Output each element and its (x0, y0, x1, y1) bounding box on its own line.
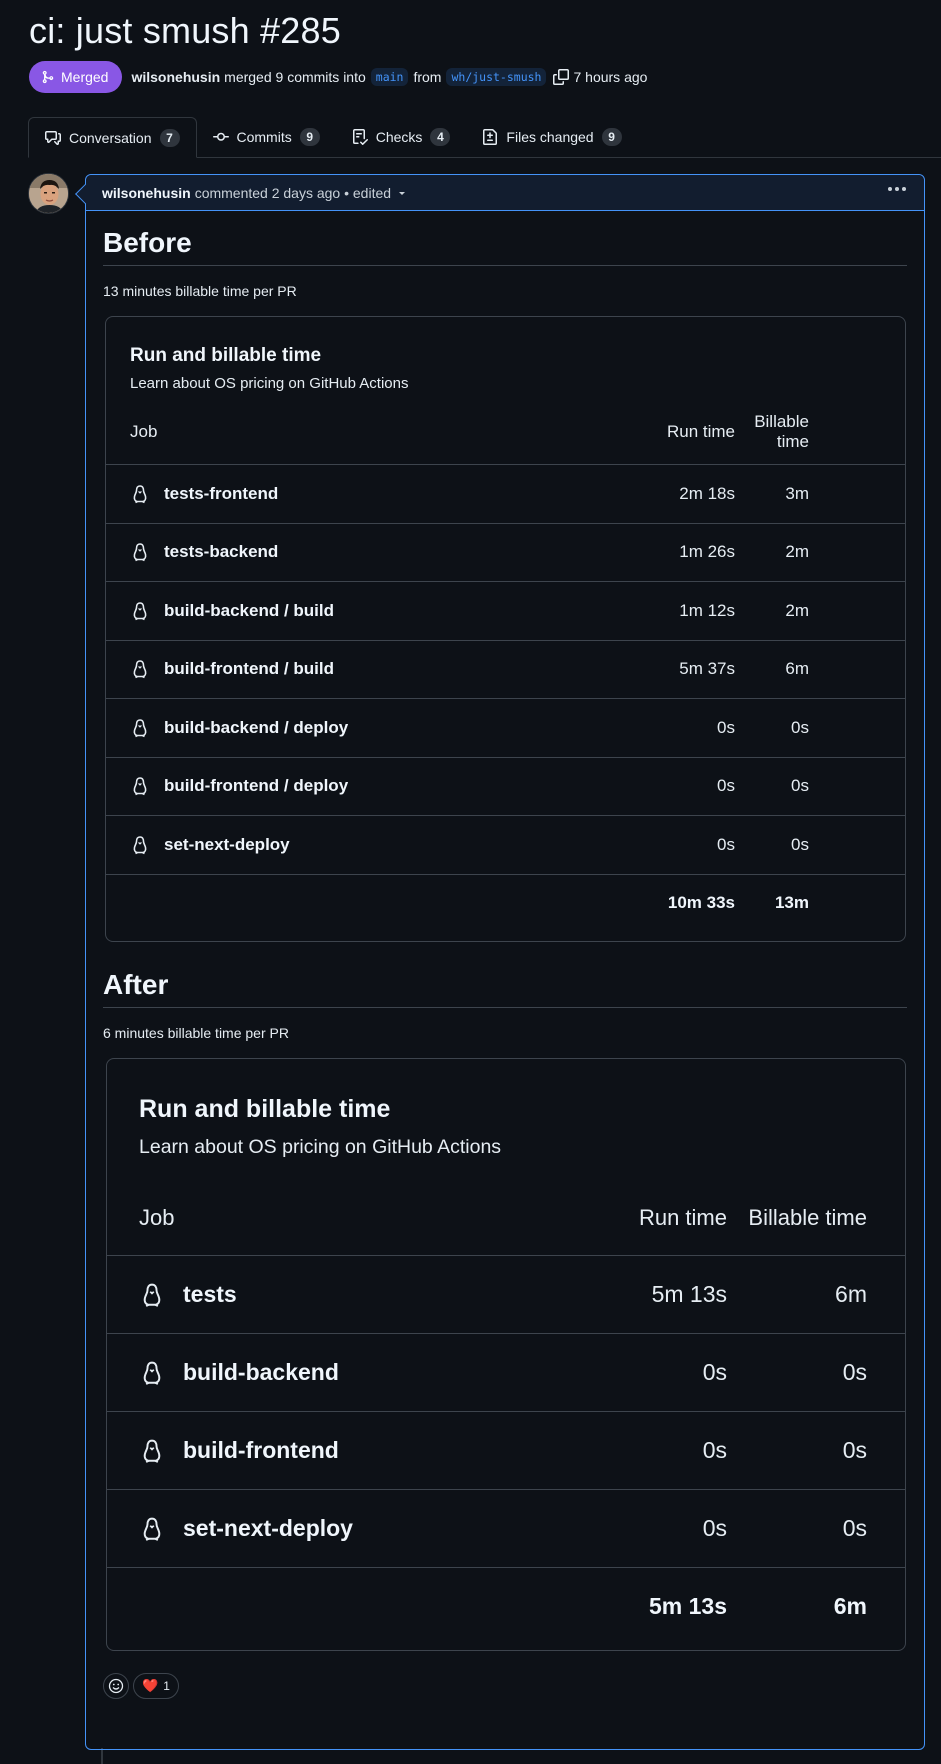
job-run-time: 1m 12s (679, 600, 735, 620)
after-description: 6 minutes billable time per PR (103, 1025, 289, 1041)
file-diff-icon (482, 129, 498, 145)
linux-penguin-icon (130, 718, 150, 738)
table-row (107, 1255, 905, 1333)
linux-penguin-icon (139, 1438, 165, 1464)
pr-tabs (28, 118, 941, 158)
tab-checks-count: 4 (430, 128, 450, 146)
merge-text: merged 9 commits into (224, 69, 366, 85)
copy-icon[interactable] (553, 69, 569, 85)
totals-row (106, 874, 905, 933)
before-heading: Before (103, 227, 907, 266)
totals-row (107, 1567, 905, 1645)
job-run-time: 5m 13s (651, 1281, 727, 1307)
merged-label: Merged (61, 69, 109, 85)
tab-commits-label: Commits (236, 129, 292, 145)
table-row (106, 523, 905, 582)
table-row (106, 464, 905, 523)
table-row (106, 581, 905, 640)
col-run-header: Run time (666, 422, 735, 441)
job-name: tests (183, 1281, 237, 1307)
job-billable-time: 0s (842, 1359, 867, 1385)
job-billable-time: 6m (835, 1281, 867, 1307)
table-row (106, 815, 905, 874)
tab-checks-label: Checks (375, 129, 423, 145)
total-billable-time: 6m (833, 1593, 867, 1619)
col-run-header: Run time (638, 1205, 727, 1230)
pr-title: ci: just smush #285 (29, 10, 341, 51)
smiley-icon (108, 1678, 124, 1694)
job-name: build-backend (183, 1359, 339, 1385)
job-run-time: 0s (702, 1515, 727, 1541)
job-name: set-next-deploy (164, 834, 290, 854)
linux-penguin-icon (130, 601, 150, 621)
total-billable-time: 13m (774, 893, 809, 913)
linux-penguin-icon (130, 484, 150, 504)
col-bill-header: Billable time (754, 412, 809, 451)
linux-penguin-icon (130, 659, 150, 679)
heart-reaction-button[interactable] (133, 1673, 179, 1699)
job-billable-time: 6m (785, 659, 809, 679)
after-card-subtitle: Learn about OS pricing on GitHub Actions (139, 1136, 502, 1158)
before-table-header (106, 413, 905, 451)
job-billable-time: 0s (842, 1515, 867, 1541)
from-text: from (413, 69, 442, 85)
heart-icon: ❤️ (142, 1678, 159, 1693)
comment-icon (45, 130, 61, 146)
before-card-title: Run and billable time (130, 345, 322, 366)
comment-author-link[interactable]: wilsonehusin (102, 184, 191, 201)
job-run-time: 0s (717, 717, 735, 737)
table-row (106, 757, 905, 816)
tab-files-changed[interactable] (466, 117, 637, 157)
before-card-subtitle: Learn about OS pricing on GitHub Actions (130, 375, 409, 392)
pr-description-comment (85, 174, 925, 1750)
after-rows (107, 1255, 905, 1645)
job-billable-time: 3m (785, 483, 809, 503)
before-rows (106, 464, 905, 932)
avatar[interactable] (28, 173, 69, 214)
linux-penguin-icon (130, 776, 150, 796)
kebab-menu-icon[interactable] (888, 187, 906, 191)
col-job-header: Job (130, 422, 158, 441)
job-name: tests-backend (164, 542, 279, 562)
linux-penguin-icon (139, 1516, 165, 1542)
comment-body (86, 227, 924, 1699)
reactions-bar (103, 1673, 907, 1699)
tab-commits-count: 9 (300, 128, 320, 146)
table-row (106, 640, 905, 699)
linux-penguin-icon (130, 835, 150, 855)
before-billing-table (105, 316, 906, 942)
job-name: build-frontend / build (164, 659, 334, 679)
merged-badge (29, 61, 122, 93)
linux-penguin-icon (139, 1282, 165, 1308)
add-reaction-button[interactable] (103, 1673, 129, 1699)
after-heading: After (103, 969, 907, 1008)
col-bill-header: Billable time (748, 1205, 867, 1230)
comment-header (86, 175, 924, 211)
job-name: build-frontend (183, 1437, 339, 1463)
tab-conversation-label: Conversation (69, 129, 152, 146)
commit-icon (213, 129, 229, 145)
job-run-time: 0s (717, 834, 735, 854)
table-row (107, 1333, 905, 1411)
job-billable-time: 0s (842, 1437, 867, 1463)
job-run-time: 0s (702, 1359, 727, 1385)
head-branch-link[interactable]: wh/just-smush (446, 68, 546, 86)
comment-meta[interactable]: commented 2 days ago • edited (194, 184, 392, 201)
job-run-time: 0s (717, 776, 735, 796)
merge-icon (41, 70, 55, 84)
after-billing-table (106, 1058, 906, 1651)
total-run-time: 10m 33s (667, 893, 735, 913)
table-row (107, 1411, 905, 1489)
checklist-icon (352, 129, 368, 145)
pr-author-link[interactable]: wilsonehusin (131, 69, 221, 85)
job-name: build-backend / build (164, 600, 334, 620)
before-description: 13 minutes billable time per PR (103, 283, 297, 299)
job-billable-time: 0s (791, 776, 809, 796)
base-branch-link[interactable]: main (371, 68, 409, 86)
timeline-line (101, 1748, 103, 1764)
job-run-time: 1m 26s (679, 542, 735, 562)
job-billable-time: 2m (785, 600, 809, 620)
job-name: build-frontend / deploy (164, 776, 349, 796)
total-run-time: 5m 13s (648, 1593, 727, 1619)
linux-penguin-icon (130, 542, 150, 562)
job-name: tests-frontend (164, 483, 279, 503)
job-name: set-next-deploy (183, 1515, 353, 1541)
table-row (107, 1489, 905, 1567)
table-row (106, 698, 905, 757)
after-table-header (107, 1193, 905, 1243)
pr-meta (29, 61, 647, 93)
tab-commits[interactable] (197, 117, 336, 157)
col-job-header: Job (139, 1205, 175, 1230)
linux-penguin-icon (139, 1360, 165, 1386)
job-billable-time: 2m (785, 542, 809, 562)
job-name: build-backend / deploy (164, 717, 349, 737)
after-card-title: Run and billable time (139, 1095, 391, 1123)
heart-count: 1 (163, 1679, 170, 1693)
job-billable-time: 0s (791, 717, 809, 737)
caret-down-icon[interactable] (397, 188, 407, 198)
tab-conversation[interactable] (28, 117, 197, 158)
tab-checks[interactable] (336, 117, 467, 157)
merge-time: 7 hours ago (573, 69, 648, 85)
tab-files-changed-label: Files changed (506, 129, 594, 145)
job-run-time: 5m 37s (679, 659, 735, 679)
tab-files-changed-count: 9 (602, 128, 622, 146)
job-billable-time: 0s (791, 834, 809, 854)
job-run-time: 0s (702, 1437, 727, 1463)
job-run-time: 2m 18s (679, 483, 735, 503)
tab-conversation-count: 7 (160, 129, 180, 147)
